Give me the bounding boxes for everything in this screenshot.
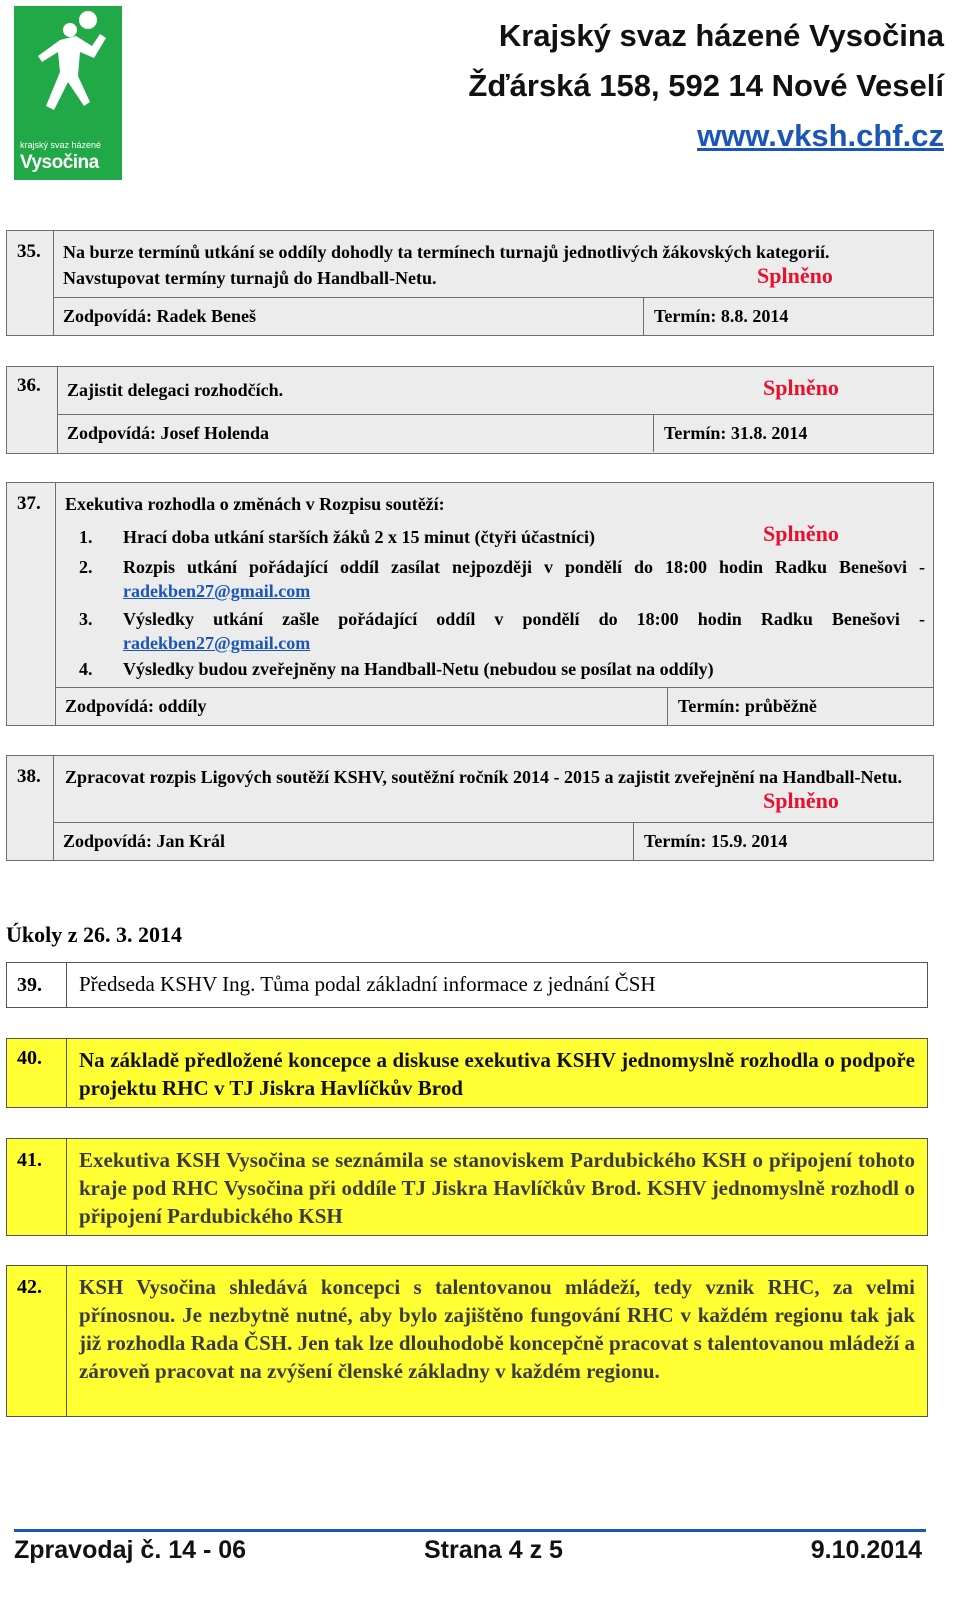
list-number: 1.: [79, 527, 93, 547]
list-number: 3.: [79, 609, 93, 629]
email-link[interactable]: radekben27@gmail.com: [123, 633, 311, 653]
task-text: Předseda KSHV Ing. Tůma podal základní informace z jednání ČSH: [79, 972, 656, 996]
deadline: Termín: průběžně: [667, 688, 933, 725]
task-number: 42.: [7, 1266, 67, 1416]
footer-page-number: Strana 4 z 5: [424, 1536, 563, 1564]
task-item-36: [6, 366, 934, 454]
task-item-35: [6, 230, 934, 336]
list-number: 2.: [79, 557, 93, 577]
task-item-39: [6, 962, 928, 1008]
task-item-38: [6, 755, 934, 861]
task-item-40: [6, 1038, 928, 1108]
organization-name: Krajský svaz házené Vysočina: [498, 18, 944, 53]
responsible-person: Zodpovídá: Jan Král: [63, 831, 226, 851]
organization-address: Žďárská 158, 592 14 Nové Veselí: [468, 68, 944, 103]
task-number: 39.: [7, 963, 67, 1007]
letterhead: [0, 0, 960, 200]
list-text-block: [123, 607, 925, 655]
task-number: 41.: [7, 1139, 67, 1235]
list-item: [79, 607, 925, 655]
email-link[interactable]: radekben27@gmail.com: [123, 581, 311, 601]
organization-info: [468, 12, 944, 160]
item-text: Zajistit delegaci rozhodčích.: [67, 380, 284, 400]
item-text: Exekutiva rozhodla o změnách v Rozpisu soutěží:: [65, 494, 445, 514]
list-text: Výsledky utkání zašle pořádající oddíl v pondělí do 18:00 hodin Radku Benešovi -: [123, 609, 925, 629]
task-item-37: [6, 482, 934, 726]
list-number: 4.: [79, 659, 93, 679]
logo-title: Vysočina: [20, 152, 99, 173]
list-text: Hrací doba utkání starších žáků 2 x 15 minut (čtyři účastníci): [123, 527, 596, 547]
handball-player-icon: [14, 6, 122, 136]
logo-subtitle: krajský svaz házené: [20, 140, 102, 150]
responsibility-row: [57, 414, 933, 452]
list-item: [79, 555, 925, 603]
handball-logo: [14, 6, 122, 180]
responsible-person: Zodpovídá: Josef Holenda: [67, 423, 270, 443]
status-badge: Splněno: [757, 263, 833, 288]
responsibility-row: [55, 687, 933, 725]
footer-divider: [14, 1529, 926, 1532]
responsible-person: Zodpovídá: Radek Beneš: [63, 306, 257, 326]
item-number: 36.: [17, 375, 41, 396]
item-number: 37.: [17, 493, 41, 514]
status-badge: Splněno: [763, 375, 839, 400]
list-text: Rozpis utkání pořádající oddíl zasílat nejpozději v pondělí do 18:00 hodin Radku Benešovi -: [123, 557, 925, 577]
organization-website-link[interactable]: www.vksh.chf.cz: [697, 118, 944, 153]
status-badge: Splněno: [763, 521, 839, 546]
list-item: [79, 657, 925, 681]
responsible-person: Zodpovídá: oddíly: [65, 696, 207, 716]
footer-date: 9.10.2014: [810, 1536, 922, 1564]
item-number: 38.: [17, 766, 41, 787]
task-item-41: [6, 1138, 928, 1236]
responsibility-row: [53, 297, 933, 335]
footer-issue: Zpravodaj č. 14 - 06: [14, 1536, 247, 1564]
list-text: Výsledky budou zveřejněny na Handball-Netu (nebudou se posílat na oddíly): [123, 659, 714, 679]
item-text: Zpracovat rozpis Ligových soutěží KSHV, soutěžní ročník 2014 - 2015 a zajistit zveřejnění na Handball-Netu.: [65, 767, 902, 787]
item-number: 35.: [17, 241, 41, 262]
deadline: Termín: 31.8. 2014: [653, 415, 933, 452]
list-text-block: [123, 555, 925, 603]
deadline: Termín: 15.9. 2014: [633, 823, 933, 860]
deadline: Termín: 8.8. 2014: [643, 298, 933, 335]
task-item-42: [6, 1265, 928, 1417]
task-number: 40.: [7, 1039, 67, 1107]
item-text: Na burze termínů utkání se oddíly dohodly ta termínech turnajů jednotlivých žákovských kategorií. Navstupovat termíny turnajů do Handball-Netu.: [63, 242, 830, 288]
responsibility-row: [53, 822, 933, 860]
task-text: Na základě předložené koncepce a diskuse exekutiva KSHV jednomyslně rozhodla o podpoře projektu RHC v TJ Jiskra Havlíčkův Brod: [79, 1048, 915, 1100]
task-text: Exekutiva KSH Vysočina se seznámila se stanoviskem Pardubického KSH o připojení tohoto kraje pod RHC Vysočina při oddíle TJ Jiskra Havlíčkův Brod. KSHV jednomyslně rozhodl o připojení Pardubického KSH: [79, 1148, 915, 1228]
task-text: KSH Vysočina shledává koncepci s talentovanou mládeží, tedy vznik RHC, za velmi přínosnou. Je nezbytně nutné, aby bylo zajištěno fungování RHC v každém regionu tak jak již rozhodla Rada ČSH. Jen tak lze dlouhodobě koncepčně pracovat s talentovanou mládeží a zároveň pracovat na zvýšení členské základny v každém regionu.: [79, 1275, 915, 1383]
status-badge: Splněno: [763, 788, 839, 813]
section-title: Úkoly z 26. 3. 2014: [6, 922, 182, 947]
